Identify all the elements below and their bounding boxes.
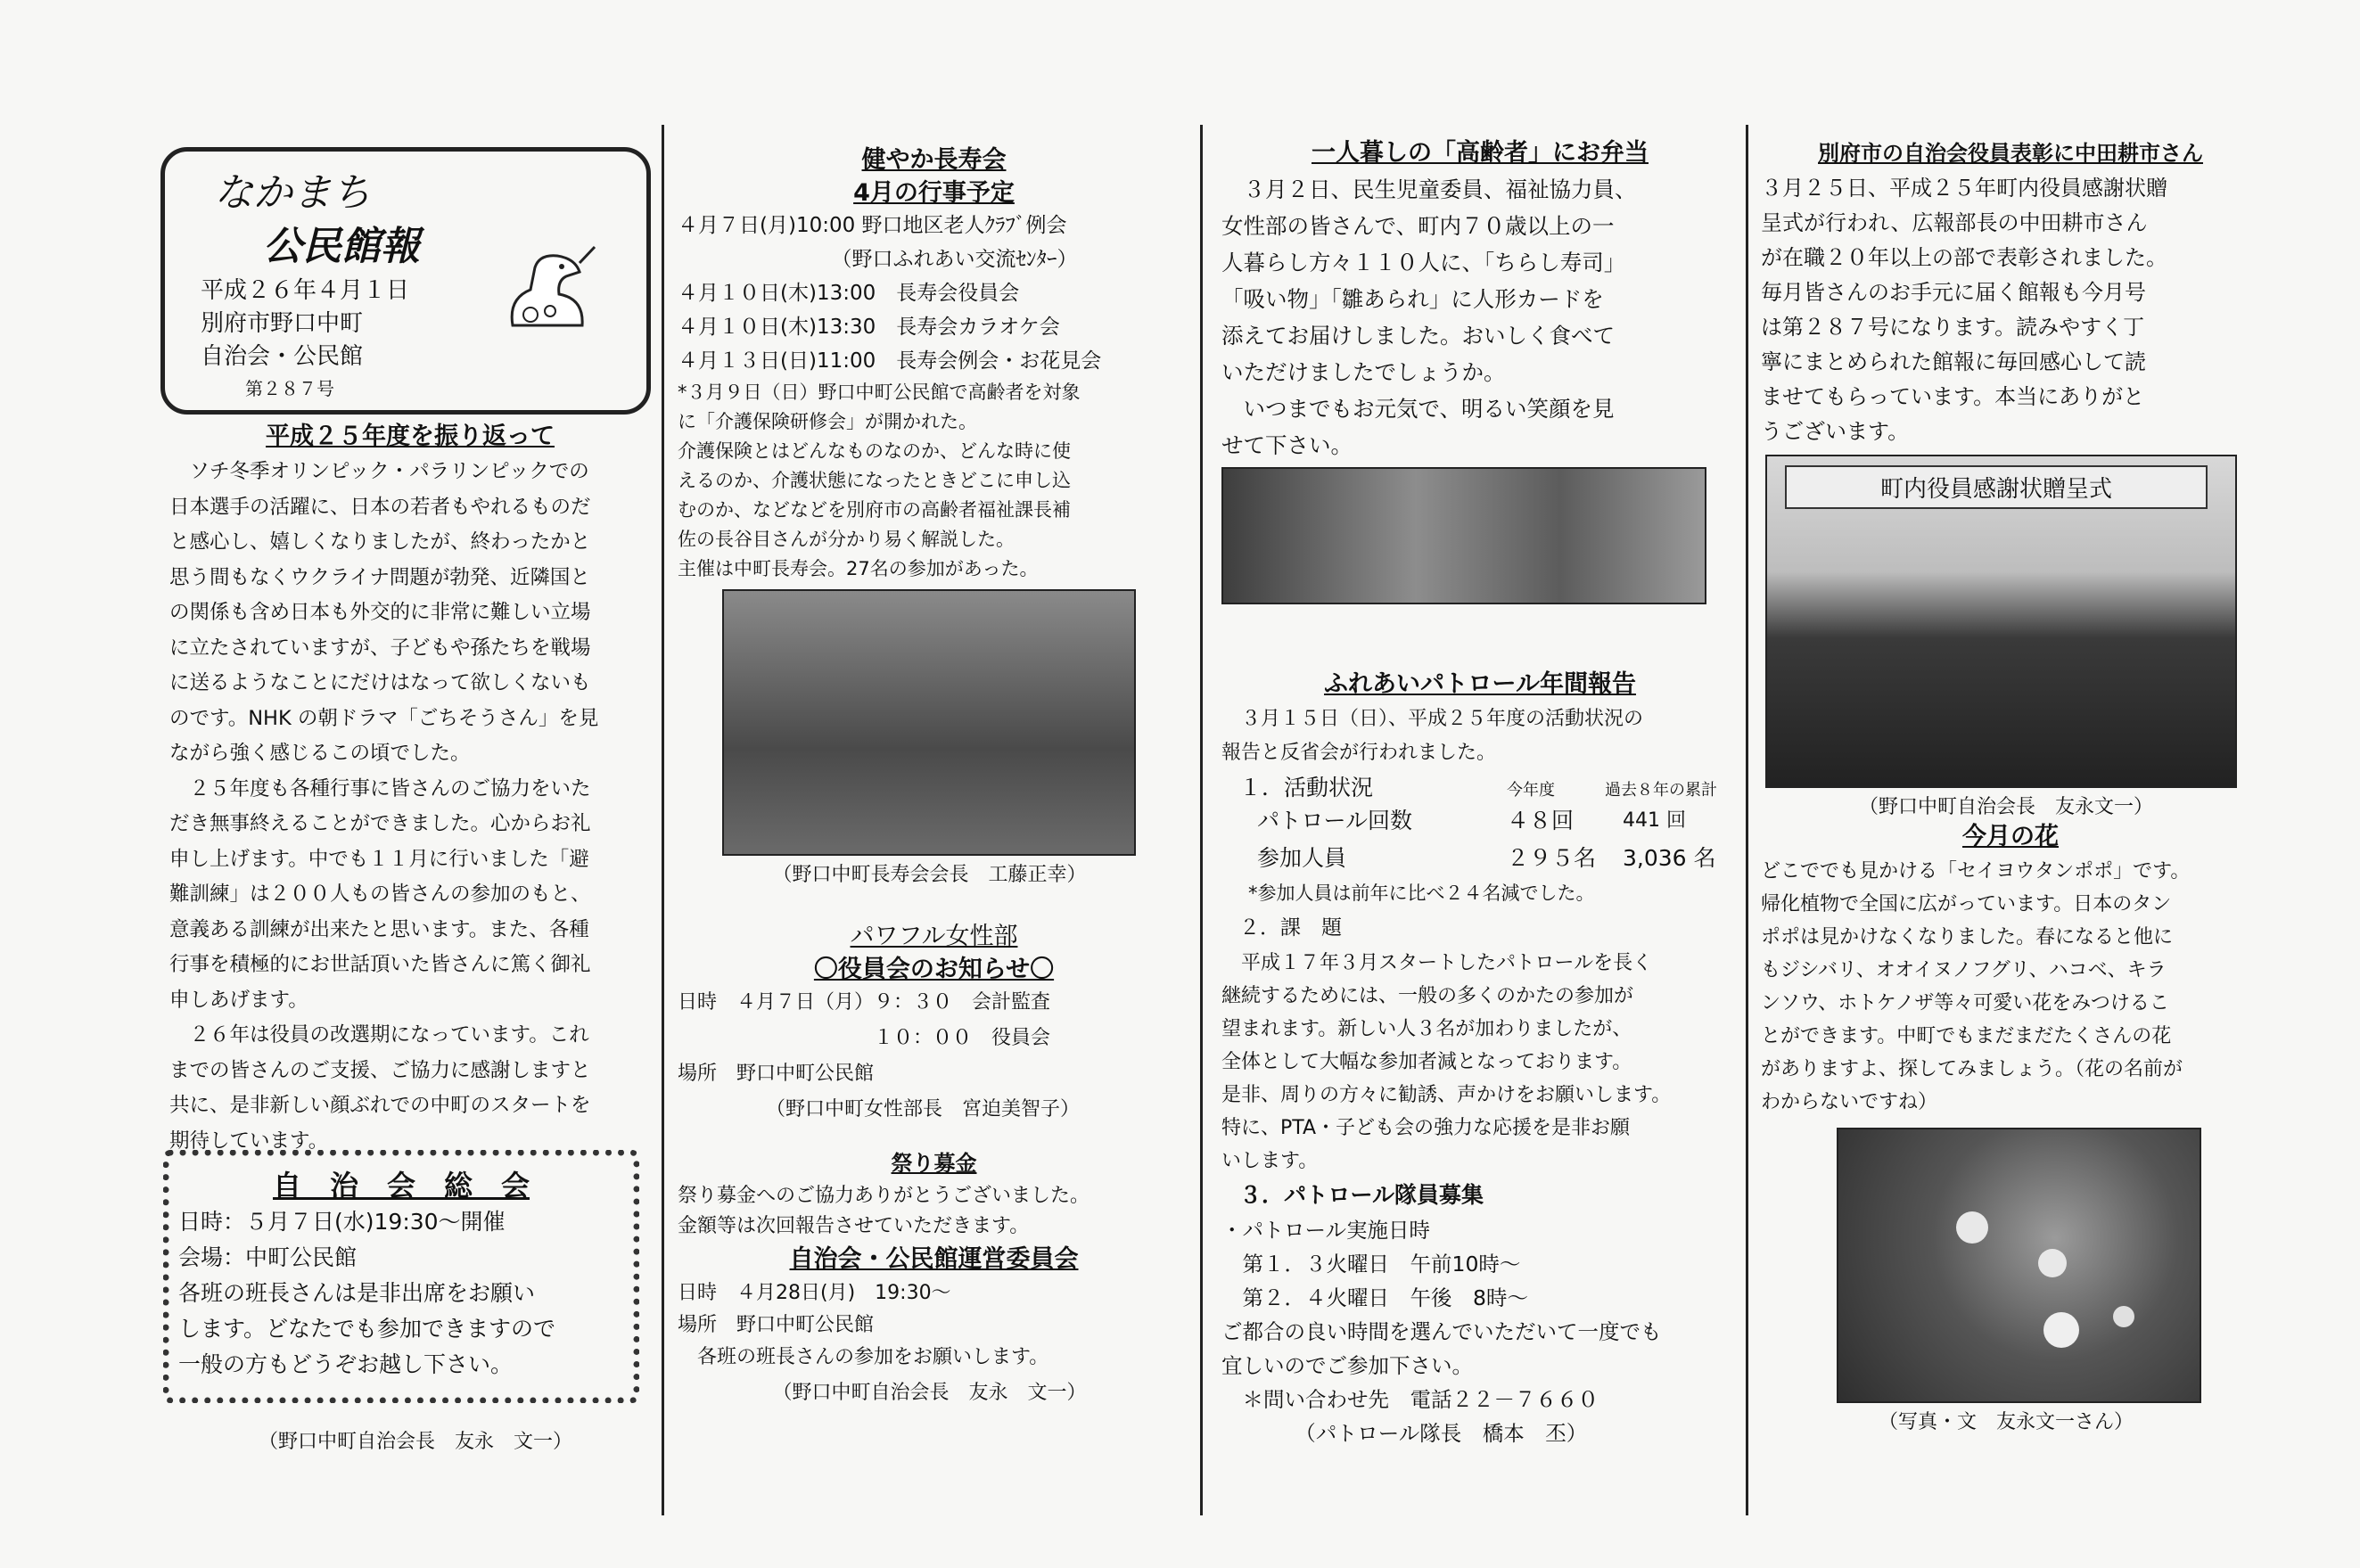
activity-title: １．活動状況 (1239, 775, 1374, 800)
participants-label: 参加人員 (1257, 845, 1347, 871)
reflection-heading: 平成２５年度を振り返って (266, 423, 555, 450)
april-schedule: ４月７日(月)10:00 野口地区老人ｸﾗﾌﾞ例会 （野口ふれあい交流ｾﾝﾀｰ） ４月１０日(木)13:00 長寿会役員会 ４月１０日(木)13:30 長寿会カラオケ会 ４月１３日(日)11:00 長寿会例会・お花見会 (678, 214, 1102, 373)
masthead-title-1: なかまち (214, 170, 371, 216)
award-photo-caption: （野口中町自治会長 友永文一） (1858, 796, 2153, 818)
award-ceremony-photo (1765, 455, 2237, 788)
april-schedule-heading: 4月の行事予定 (853, 179, 1015, 207)
column-divider (1200, 125, 1203, 1515)
masthead-org: 自治会・公民館 (201, 343, 364, 370)
longevity-meeting-photo (722, 589, 1136, 856)
longevity-club-heading: 健やか長寿会 (861, 146, 1007, 174)
women-dept-heading: パワフル女性部 (850, 923, 1018, 950)
col-header-year: 今年度 (1507, 781, 1555, 800)
women-dept-subheading: 〇役員会のお知らせ〇 (813, 956, 1055, 983)
patrol-count-total: 441 回 (1623, 809, 1686, 832)
committee-heading: 自治会・公民館運営委員会 (789, 1245, 1079, 1273)
bento-body: ３月２日、民生児童委員、福祉協力員、 女性部の皆さんで、町内７０歳以上の一 人暮らし方々１１０人に、「ちらし寿司」 「吸い物」「雛あられ」に人形カードを 添えてお届けしました。おいしく食べて いただけましたでしょうか。 いつまでもお元気で、明るい笑顔を見 せて下さい。 (1221, 177, 1637, 458)
longevity-photo-caption: （野口中町長寿会会長 工藤正幸） (772, 864, 1087, 886)
column-2 (678, 143, 1190, 1405)
column-divider (662, 125, 664, 1515)
participants-year: ２９５名 (1507, 845, 1597, 871)
flower-heading: 今月の花 (1962, 823, 2059, 850)
participants-note: *参加人員は前年に比べ２４名減でした。 (1248, 883, 1595, 904)
masthead-date: 平成２６年４月１日 (201, 277, 410, 304)
patrol-count-year: ４８回 (1507, 808, 1575, 833)
activity-table (1221, 770, 1739, 877)
patrol-count-label: パトロール回数 (1257, 808, 1413, 833)
women-dept-body: 日時 ４月７日（月）９：３０ 会計監査 １０：００ 役員会 場所 野口中町公民館 （野口中町女性部長 宮迫美智子） (678, 991, 1081, 1121)
column-divider (1746, 125, 1748, 1515)
patrol-intro: ３月１５日（日）、平成２５年度の活動状況の 報告と反省会が行われました。 (1221, 708, 1644, 764)
dandelion-icon (1838, 1129, 2200, 1401)
award-heading: 別府市の自治会役員表彰に中田耕市さん (1818, 141, 2203, 166)
dandelion-photo (1837, 1128, 2201, 1403)
participants-total: 3,036 名 (1623, 845, 1716, 871)
col2-signature: （野口中町自治会長 友永 文一） (772, 1382, 1087, 1404)
general-meeting-title: 自 治 会 総 会 (272, 1169, 530, 1203)
festival-fund-heading: 祭り募金 (891, 1151, 977, 1176)
reflection-body: ソチ冬季オリンピック・パラリンピックでの 日本選手の活躍に、日本の若者もやれるものだ と感心し、嬉しくなりましたが、終わったかと 思う間もなくウクライナ問題が勃発、近隣国と の関係も含め日本も外交的に非常に難しい立場 に立たされていますが、子どもや孫たちを戦場 に送るようなことにだけはなって欲しくないも のです。NHK の朝ドラマ「ごちそうさん」を見 ながら強く感じるこの頃でした。 ２５年度も各種行事に皆さんのご協力をいた だき無事終えることができました。心からお礼 申し上げます。中でも１１月に行いました「避 難訓練」は２００人もの皆さんの参加のもと、 意義ある訓練が出来たと思います。また、各種 行事を積極的にお世話頂いた皆さんに篤く御礼 申しあげます。 ２６年は役員の改選期になっています。これ までの皆さんのご支援、ご協力に感謝しますと 共に、是非新しい顔ぶれでの中町のスタートを 期待しています。 (169, 460, 599, 1153)
masthead-issue: 第２８７号 (245, 378, 334, 399)
masthead (160, 147, 651, 415)
care-insurance-note: *３月９日（日）野口中町公民館で高齢者を対象 に「介護保険研修会」が開かれた。 介護保険とはどんなものなのか、どんな時に使 えるのか、介護状態になったときどこに申し込 むのか、などなどを別府市の高齢者福祉課長補 佐の長谷目さんが分かり易く解説した。 主催は中町長寿会。27名の参加があった。 (678, 382, 1081, 579)
award-body: ３月２５日、平成２５年町内役員感謝状贈 呈式が行われ、広報部長の中田耕市さん が在職２０年以上の部で表彰されました。 毎月皆さんのお手元に届く館報も今月号 は第２８７号になります。読みやすく丁 寧にまとめられた館報に毎回感心して読 ませてもらっています。本当にありがと うございます。 (1761, 176, 2167, 444)
ceremony-banner: 町内役員感謝状贈呈式 (1785, 465, 2208, 509)
column-3 (1221, 135, 1739, 1450)
col-header-total: 過去８年の累計 (1605, 781, 1717, 800)
recruit-title: ３．パトロール隊員募集 (1239, 1182, 1484, 1208)
column-1 (169, 419, 651, 1159)
column-4 (1761, 135, 2260, 1434)
festival-fund-body: 祭り募金へのご協力ありがとうございました。 金額等は次回報告させていただきます。 (678, 1185, 1090, 1237)
toy-horse-icon (495, 236, 602, 343)
issue-body: 平成１７年３月スタートしたパトロールを長く 継続するためには、一般の多くのかたの参加が 望まれます。新しい人３名が加わりましたが、 全体として大幅な参加者減となっております。 是非、周りの方々に勧誘、声かけをお願いします。 特に、PTA・子ども会の強力な応援を是非お願 いします。 (1221, 952, 1672, 1172)
recruit-body: ・パトロール実施日時 第１．３火曜日 午前10時～ 第２．４火曜日 午後 8時～ ご都合の良い時間を選んでいただいて一度でも 宜しいのでご参加下さい。 ＊問い合わせ先 電話２２－７６６０ （パトロール隊長 橋本 丕） (1221, 1218, 1662, 1446)
flower-body: どこででも見かける「セイヨウタンポポ」です。 帰化植物で全国に広がっています。日本のタン ポポは見かけなくなりました。春になると他に もジシバリ、オオイヌノフグリ、ハコベ、キラ ンソウ、ホトケノザ等々可愛い花をみつけるこ とができます。中町でもまだまだたくさんの花 がありますよ、探してみましょう。（花の名前が わからないですね） (1761, 860, 2191, 1113)
patrol-heading: ふれあいパトロール年間報告 (1324, 670, 1636, 698)
masthead-address: 別府市野口中町 (201, 310, 364, 337)
bento-delivery-photo (1221, 467, 1706, 604)
bento-heading: 一人暮しの「高齢者」にお弁当 (1312, 139, 1649, 167)
committee-body: 日時 ４月28日(月) 19:30～ 場所 野口中町公民館 各班の班長さんの参加をお願いします。 (678, 1282, 1049, 1368)
general-meeting-body: 日時：５月７日(水)19:30～開催 会場：中町公民館 各班の班長さんは是非出席をお願い します。どなたでも参加できますので 一般の方もどうぞお越し下さい。 (178, 1209, 556, 1377)
issue-title: ２．課 題 (1239, 916, 1342, 940)
flower-photo-caption: （写真・文 友永文一さん） (1878, 1411, 2134, 1433)
masthead-title-2: 公民館報 (263, 224, 420, 269)
general-meeting-box (163, 1150, 639, 1403)
col1-signature: （野口中町自治会長 友永 文一） (259, 1431, 573, 1453)
